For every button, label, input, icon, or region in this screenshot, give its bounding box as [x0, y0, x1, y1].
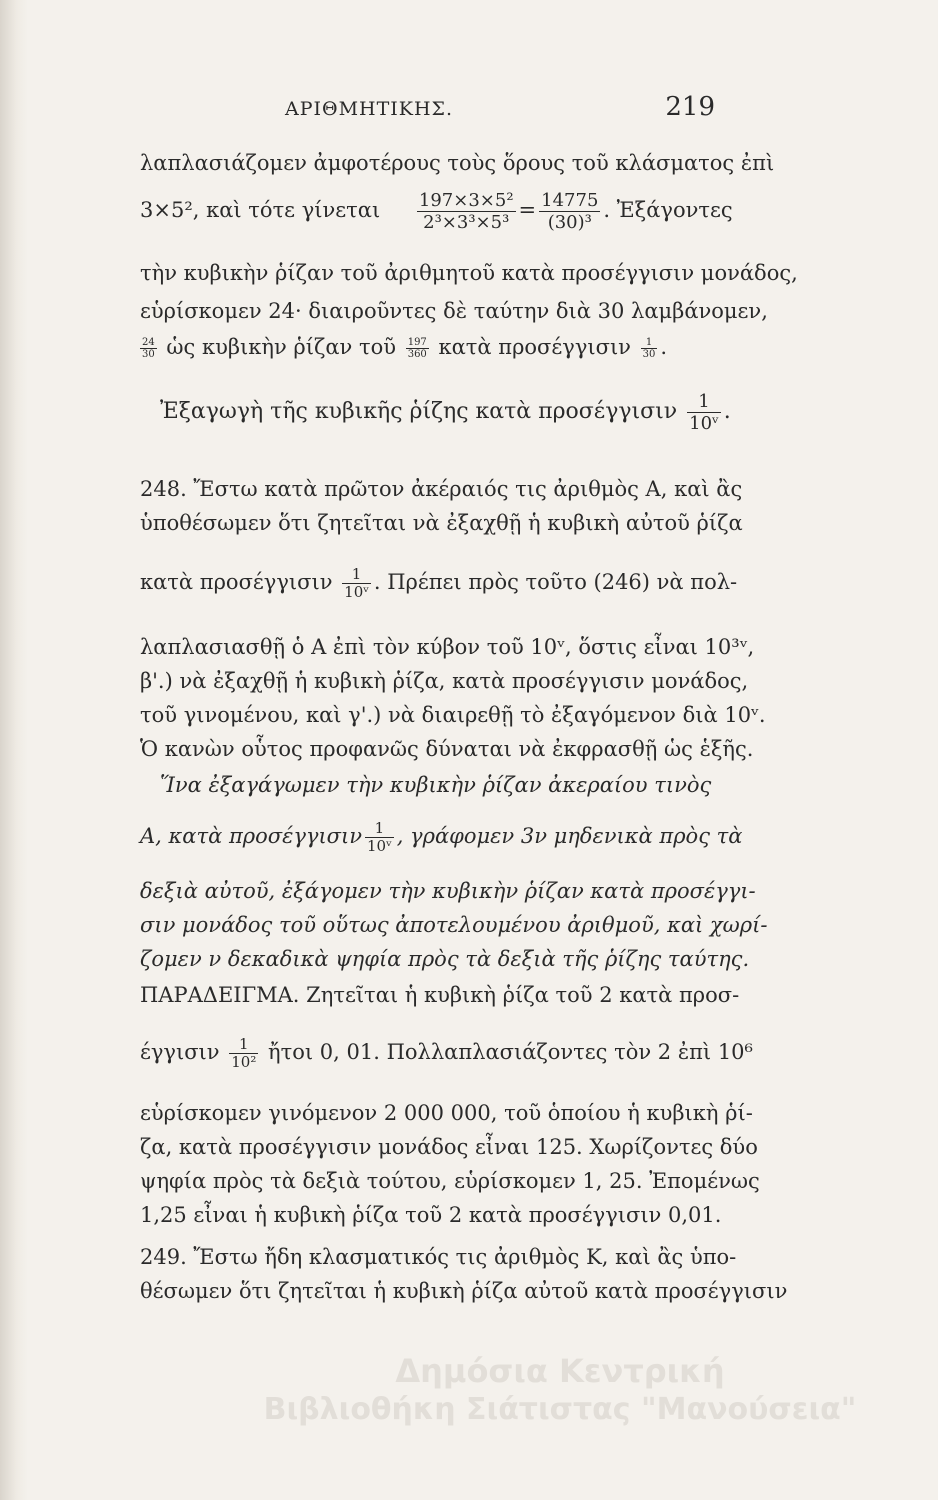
text-line	[140, 1164, 760, 1198]
text-line	[140, 256, 798, 290]
text-line	[140, 664, 749, 698]
text-span: λαπλασιάζομεν ἀμφοτέρους τοὺς ὅρους τοῦ κλάσματος ἐπὶ	[140, 151, 775, 175]
text-span: 248. Ἔστω κατὰ πρῶτον ἀκέραιός τις ἀριθμὸς Α, καὶ ἂς	[140, 477, 743, 501]
text-line	[160, 768, 735, 802]
fraction	[342, 566, 371, 601]
fraction-denominator: 10ᵛ	[344, 583, 369, 601]
fraction	[641, 337, 658, 360]
text-span: ζα, κατὰ προσέγγισιν μονάδος εἶναι 125. Χωρίζοντες δύο	[140, 1135, 758, 1159]
equals-sign: =	[518, 198, 537, 222]
text-span: σιν μονάδος τοῦ οὕτως ἀποτελουμένου ἀριθμοῦ, καὶ χωρί-	[140, 913, 768, 937]
text-line	[140, 1198, 722, 1232]
text-line	[140, 1240, 737, 1274]
text-span: 249. Ἔστω ἤδη κλασματικός τις ἀριθμὸς Κ, καὶ ἂς ὑπο-	[140, 1245, 737, 1269]
text-line	[140, 506, 743, 540]
text-span: τοῦ γινομένου, καὶ γ'.) νὰ διαιρεθῇ τὸ ἐξαγόμενον διὰ 10ᵛ.	[140, 703, 766, 727]
page-edge	[0, 0, 28, 1500]
text-span: Ὁ κανὼν οὗτος προφανῶς δύναται νὰ ἐκφρασθῇ ὡς ἑξῆς.	[140, 737, 754, 761]
text-line	[140, 732, 754, 766]
text-span: ψηφία πρὸς τὰ δεξιὰ τούτου, εὑρίσκομεν 1, 25. Ἐπομένως	[140, 1169, 760, 1193]
text-span: εὑρίσκομεν γινόμενον 2 000 000, τοῦ ὁποίου ἡ κυβικὴ ῥί-	[140, 1101, 753, 1125]
text-span: , γράφομεν 3ν μηδενικὰ πρὸς τὰ	[396, 824, 743, 848]
fraction	[417, 190, 516, 233]
text-span: θέσωμεν ὅτι ζητεῖται ἡ κυβικὴ ῥίζα αὐτοῦ κατὰ προσέγγισιν	[140, 1279, 788, 1303]
fraction-numerator: 1	[229, 1036, 258, 1054]
fraction-numerator: 14775	[541, 190, 599, 211]
fraction-numerator: 197	[407, 337, 427, 348]
text-span: .	[660, 335, 668, 359]
text-line	[140, 472, 743, 506]
section-heading	[160, 384, 735, 440]
text-span: τὴν κυβικὴν ῥίζαν τοῦ ἀριθμητοῦ κατὰ προσέγγισιν μονάδος,	[140, 261, 798, 285]
text-span: ἤτοι 0, 01. Πολλαπλασιάζοντες τὸν 2 ἐπὶ 10⁶	[268, 1040, 753, 1064]
text-line	[140, 942, 750, 976]
fraction-numerator: 24	[142, 337, 155, 348]
text-span: Α, κατὰ προσέγγισιν	[140, 824, 363, 848]
text-span: έγγισιν	[140, 1040, 220, 1064]
text-span: β'.) νὰ ἐξαχθῇ ἡ κυβικὴ ῥίζα, κατὰ προσέγγισιν μονάδος,	[140, 669, 749, 693]
text-line	[140, 294, 768, 328]
fraction	[539, 190, 600, 233]
text-span: 1,25 εἶναι ἡ κυβικὴ ῥίζα τοῦ 2 κατὰ προσέγγισιν 0,01.	[140, 1203, 722, 1227]
text-span: λαπλασιασθῇ ὁ Α ἐπὶ τὸν κύβον τοῦ 10ᵛ, ὅστις εἶναι 10³ᵛ,	[140, 635, 755, 659]
text-line	[140, 908, 768, 942]
text-span: κατὰ προσέγγισιν	[140, 570, 333, 594]
text-line	[140, 330, 715, 364]
text-span: ΠΑΡΑΔΕΙΓΜΑ. Ζητεῖται ἡ κυβικὴ ῥίζα τοῦ 2 κατὰ προσ-	[140, 983, 740, 1007]
fraction	[140, 337, 157, 360]
text-span: . Ἐξάγοντες	[603, 198, 733, 222]
fraction-denominator: 10ᵛ	[689, 412, 719, 434]
text-span: Ἵνα ἐξαγάγωμεν τὴν κυβικὴν ῥίζαν ἀκεραίου τινὸς	[160, 773, 712, 797]
text-line	[140, 978, 740, 1012]
fraction	[406, 337, 429, 360]
fraction-denominator: 30	[642, 349, 656, 360]
text-line	[140, 180, 733, 240]
library-watermark-line: Βιβλιοθήκη Σιάτιστας "Μανούσεια"	[263, 1392, 857, 1427]
fraction	[365, 820, 394, 855]
fraction-numerator: 1	[687, 391, 721, 413]
text-line	[140, 1022, 753, 1082]
text-line	[140, 698, 766, 732]
text-span: ζομεν ν δεκαδικὰ ψηφία πρὸς τὰ δεξιὰ τῆς ῥίζης ταύτης.	[140, 947, 750, 971]
heading-text: Ἐξαγωγὴ τῆς κυβικῆς ῥίζης κατὰ προσέγγισιν	[160, 399, 678, 424]
fraction-denominator: 2³×3³×5³	[423, 212, 510, 233]
page-number: 219	[665, 92, 715, 122]
fraction-denominator: 360	[407, 349, 427, 360]
text-line	[140, 146, 775, 180]
text-line	[140, 874, 756, 908]
text-span: δεξιὰ αὐτοῦ, ἐξάγομεν τὴν κυβικὴν ῥίζαν κατὰ προσέγγι-	[140, 879, 756, 903]
text-span: κατὰ προσέγγισιν	[438, 335, 631, 359]
text-line	[140, 1274, 788, 1308]
page-header	[140, 92, 715, 132]
fraction	[687, 391, 721, 434]
text-span: 3×5², καὶ τότε γίνεται	[140, 198, 381, 222]
fraction-denominator: 10²	[231, 1053, 257, 1071]
text-span: ὑποθέσωμεν ὅτι ζητεῖται νὰ ἐξαχθῇ ἡ κυβικὴ αὐτοῦ ῥίζα	[140, 511, 743, 535]
fraction-numerator: 197×3×5²	[418, 190, 514, 211]
text-line	[140, 630, 755, 664]
fraction-denominator: 30	[142, 349, 155, 360]
fraction-denominator: 10ᵛ	[367, 837, 392, 855]
text-line	[140, 1130, 758, 1164]
text-line	[140, 1096, 753, 1130]
text-span: εὑρίσκομεν 24· διαιροῦντες δὲ ταύτην διὰ 30 λαμβάνομεν,	[140, 299, 768, 323]
text-span: .	[723, 399, 731, 424]
text-line	[140, 806, 743, 866]
text-span: ὡς κυβικὴν ῥίζαν τοῦ	[166, 335, 397, 359]
library-watermark-line: Δημόσια Κεντρική	[395, 1352, 725, 1390]
fraction-numerator: 1	[365, 820, 394, 838]
text-span: . Πρέπει πρὸς τοῦτο (246) νὰ πολ-	[373, 570, 738, 594]
fraction-denominator: (30)³	[547, 212, 592, 233]
fraction-numerator: 1	[641, 337, 658, 349]
fraction	[229, 1036, 258, 1071]
text-line	[140, 552, 738, 612]
running-head: ΑΡΙΘΜΗΤΙΚΗΣ.	[285, 98, 454, 120]
fraction-numerator: 1	[342, 566, 371, 584]
